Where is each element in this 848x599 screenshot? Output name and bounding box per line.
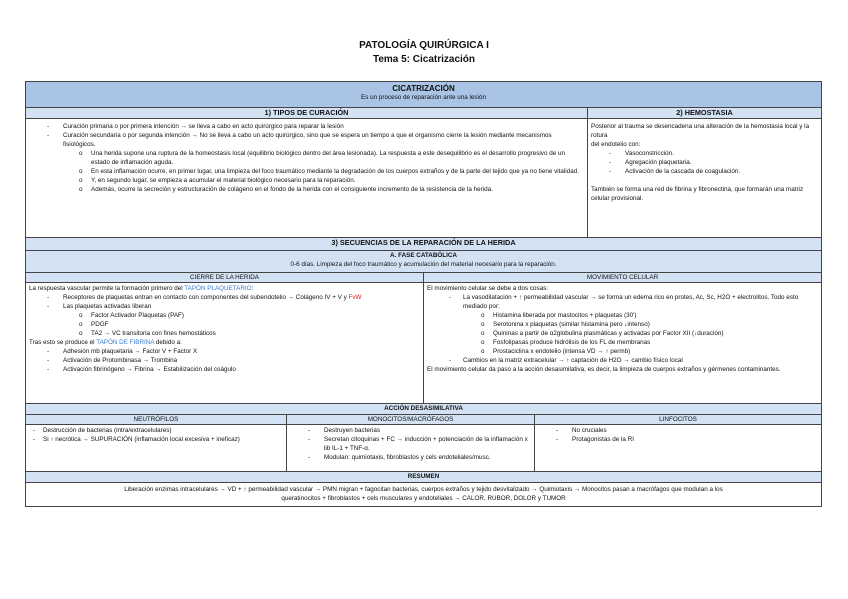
movimiento-intro: El movimiento celular se debe a dos cosas: — [427, 285, 549, 292]
linfocitos-item: - No cruciales — [538, 426, 818, 435]
cierre-intro — [29, 284, 420, 293]
cierre-tras — [29, 338, 420, 347]
document-title: PATOLOGÍA QUIRÚRGICA I — [359, 40, 489, 51]
hemostasia-item: - Agregación plaquetaria. — [591, 158, 818, 167]
cierre-plaquetas-item: o PDGF — [29, 320, 420, 329]
secuencias-header: 3) SECUENCIAS DE LA REPARACIÓN DE LA HERIDA — [26, 238, 822, 251]
fase-catabolica-subtitle: 0-6 días. Limpieza del foco traumático y acumulación del material necesario para la reparación. — [290, 261, 557, 268]
movimiento-mediador: o Prostaciclina x endotelio (intensa VD → ↑ permb) — [427, 347, 818, 356]
movimiento-cambios: - Cambios en la matriz extracelular → ↑ captación de H2O → cambio físico local — [427, 356, 818, 365]
fase-catabolica-header — [26, 251, 822, 273]
movimiento-celular-cell — [424, 283, 822, 404]
cierre-receptores — [29, 293, 420, 302]
cierre-plaquetas: - Las plaquetas activadas liberan — [29, 302, 420, 311]
resumen-header: RESUMEN — [26, 472, 822, 483]
cierre-intro-text: La respuesta vascular permite la formación primero del — [29, 285, 185, 292]
hemostasia-intro: Posterior al trauma se desencadena una alteración de la hemostasia local y la rotura — [591, 123, 810, 139]
cierre-fibrina-item: - Activación de Protombinasa → Trombina — [29, 356, 420, 365]
resumen-line-2: queratinocitos + fibroblastos + cels musculares y endoteliales → CALOR, RUBOR, DOLOR y TUMOR — [281, 495, 566, 502]
linfocitos-item: - Protagonistas de la RI — [538, 435, 818, 444]
summary-sheet — [25, 81, 821, 507]
summary-table — [25, 81, 822, 507]
hemostasia-header: 2) HEMOSTASIA — [588, 108, 822, 119]
movimiento-mediador: o Histamina liberada por mastocitos + plaquetas (30') — [427, 311, 818, 320]
curacion-subitem: o Y, en segundo lugar, se empieza a acumular el material biológico necesario para la reparación. — [29, 176, 584, 185]
cierre-tras-text: Tras esto se produce el — [29, 339, 97, 346]
tipos-curacion-cell — [26, 119, 588, 238]
tipos-curacion-header: 1) TIPOS DE CURACIÓN — [26, 108, 588, 119]
curacion-subitem: o Además, ocurre la secreción y estructuración de colágeno en el fondo de la herida con el consiguiente incremento de la resistencia de la herida. — [29, 185, 584, 194]
neutrofilos-item: - Destrucción de bacterias (intra/extracelulares) — [29, 426, 283, 435]
hemostasia-cell — [588, 119, 822, 238]
movimiento-vasodilatacion: - La vasodilatación + ↑ permeabilidad vascular → se forma un edema rico en protes, Ac, Sc, H2O + electrolitos. Todo esto mediado por: — [427, 293, 818, 311]
curacion-subitem: o En esta inflamación ocurre, en primer lugar, una limpieza del foco traumático mediante la degradación de los cuerpos extraños y de la parte del tejido que ya no tiene vitalidad. — [29, 167, 584, 176]
accion-desasimilativa-header: ACCIÓN DESASIMILATIVA — [26, 404, 822, 415]
monocitos-item: - Modulan: quimiotaxis, fibroblastos y cels endoteliales/musc. — [290, 453, 531, 462]
movimiento-mediador: o Serotonina x plaquetas (similar histamina pero ↓intenso) — [427, 320, 818, 329]
cierre-plaquetas-item: o Factor Activador Plaquetas (PAF) — [29, 311, 420, 320]
neutrofilos-header: NEUTRÓFILOS — [26, 415, 287, 425]
resumen-line-1: Liberación enzimas intracelulares → VD + ↑ permeabilidad vascular → PMN migran + fagocitan bacterias, cuerpos extraños y tejido desvitalizado → Quimiotaxis → Monocitos pasan a macrófagos que modulan a los — [124, 486, 723, 493]
curacion-subitem: o Una herida supone una ruptura de la homeostasis local (equilibrio biológico dentro del área lesionada). La respuesta a este desequilibrio es el desarrollo progresivo de un estado de inflamación aguda. — [29, 149, 584, 167]
neutrofilos-cell — [26, 425, 287, 472]
fvw-term: FvW — [348, 294, 362, 301]
linfocitos-header: LINFOCITOS — [535, 415, 822, 425]
curacion-secundaria: - Curación secundaria o por segunda intención → No se lleva a cabo un acto quirúrgico, sino que se espera un tiempo a que el organismo cierre la lesión mediante mecanismos fisiológicos. — [29, 131, 584, 149]
monocitos-item: - Secretan citoquinas + FC → inducción + potenciación de la inflamación x lib IL-1 + TNF-α. — [290, 435, 531, 453]
cicatrizacion-header — [26, 82, 822, 108]
monocitos-item: - Destruyen bacterias — [290, 426, 531, 435]
tapon-fibrina: TAPÓN DE FIBRINA — [96, 339, 155, 346]
cierre-receptores-text: Receptores de plaquetas entran en contacto con componentes del subendotelio → Colágeno IV + V y — [63, 294, 349, 301]
cierre-tras-end: debido a: — [154, 339, 182, 346]
cierre-intro-end: : — [251, 285, 254, 292]
hemostasia-item: - Vasoconstricción. — [591, 149, 818, 158]
document-subtitle: Tema 5: Cicatrización — [372, 54, 476, 65]
monocitos-cell — [287, 425, 535, 472]
curacion-primaria: - Curación primaria o por primera intención → se lleva a cabo en acto quirúrgico para reparar la lesión — [29, 122, 584, 131]
linfocitos-cell — [535, 425, 822, 472]
cicatrizacion-title: CICATRIZACIÓN — [392, 84, 455, 93]
movimiento-fin: El movimiento celular da paso a la acción desasimilativa, es decir, la limpieza de cuerpos extraños y gérmenes contaminantes. — [427, 366, 781, 373]
tapon-plaquetario: TAPÓN PLAQUETARIO — [184, 285, 252, 292]
cierre-fibrina-item: - Adhesión mb plaquetaria → Factor V + Factor X — [29, 347, 420, 356]
hemostasia-outro: También se forma una red de fibrina y fibronectina, que formarán una matriz celular provisional. — [591, 186, 804, 202]
hemostasia-intro-2: del endotelio con: — [591, 141, 641, 148]
movimiento-mediador: o Fosfolipasas produce hidrólisis de los FL de membranas — [427, 338, 818, 347]
neutrofilos-item: - Si ↑ necrótica → SUPURACIÓN (inflamación local excesiva + ineficaz) — [29, 435, 283, 444]
resumen-cell — [26, 483, 822, 507]
movimiento-celular-header: MOVIMIENTO CELULAR — [424, 273, 822, 283]
cierre-plaquetas-item: o TA2 → VC transitoria con fines hemostáticos — [29, 329, 420, 338]
fase-catabolica-title: A. FASE CATABÓLICA — [390, 252, 457, 259]
hemostasia-item: - Activación de la cascada de coagulación. — [591, 167, 818, 176]
cierre-herida-header: CIERRE DE LA HERIDA — [26, 273, 424, 283]
cicatrizacion-subtitle: Es un proceso de reparación ante una lesión — [361, 94, 486, 101]
cierre-herida-cell — [26, 283, 424, 404]
movimiento-mediador: o Quininas a partir de α2globulina plasmáticas y activadas por Factor XII (↓duración) — [427, 329, 818, 338]
cierre-fibrina-item: - Activación fibrinógeno → Fibrina → Estabilización del coágulo — [29, 365, 420, 374]
monocitos-header: MONOCITOS/MACRÓFAGOS — [287, 415, 535, 425]
